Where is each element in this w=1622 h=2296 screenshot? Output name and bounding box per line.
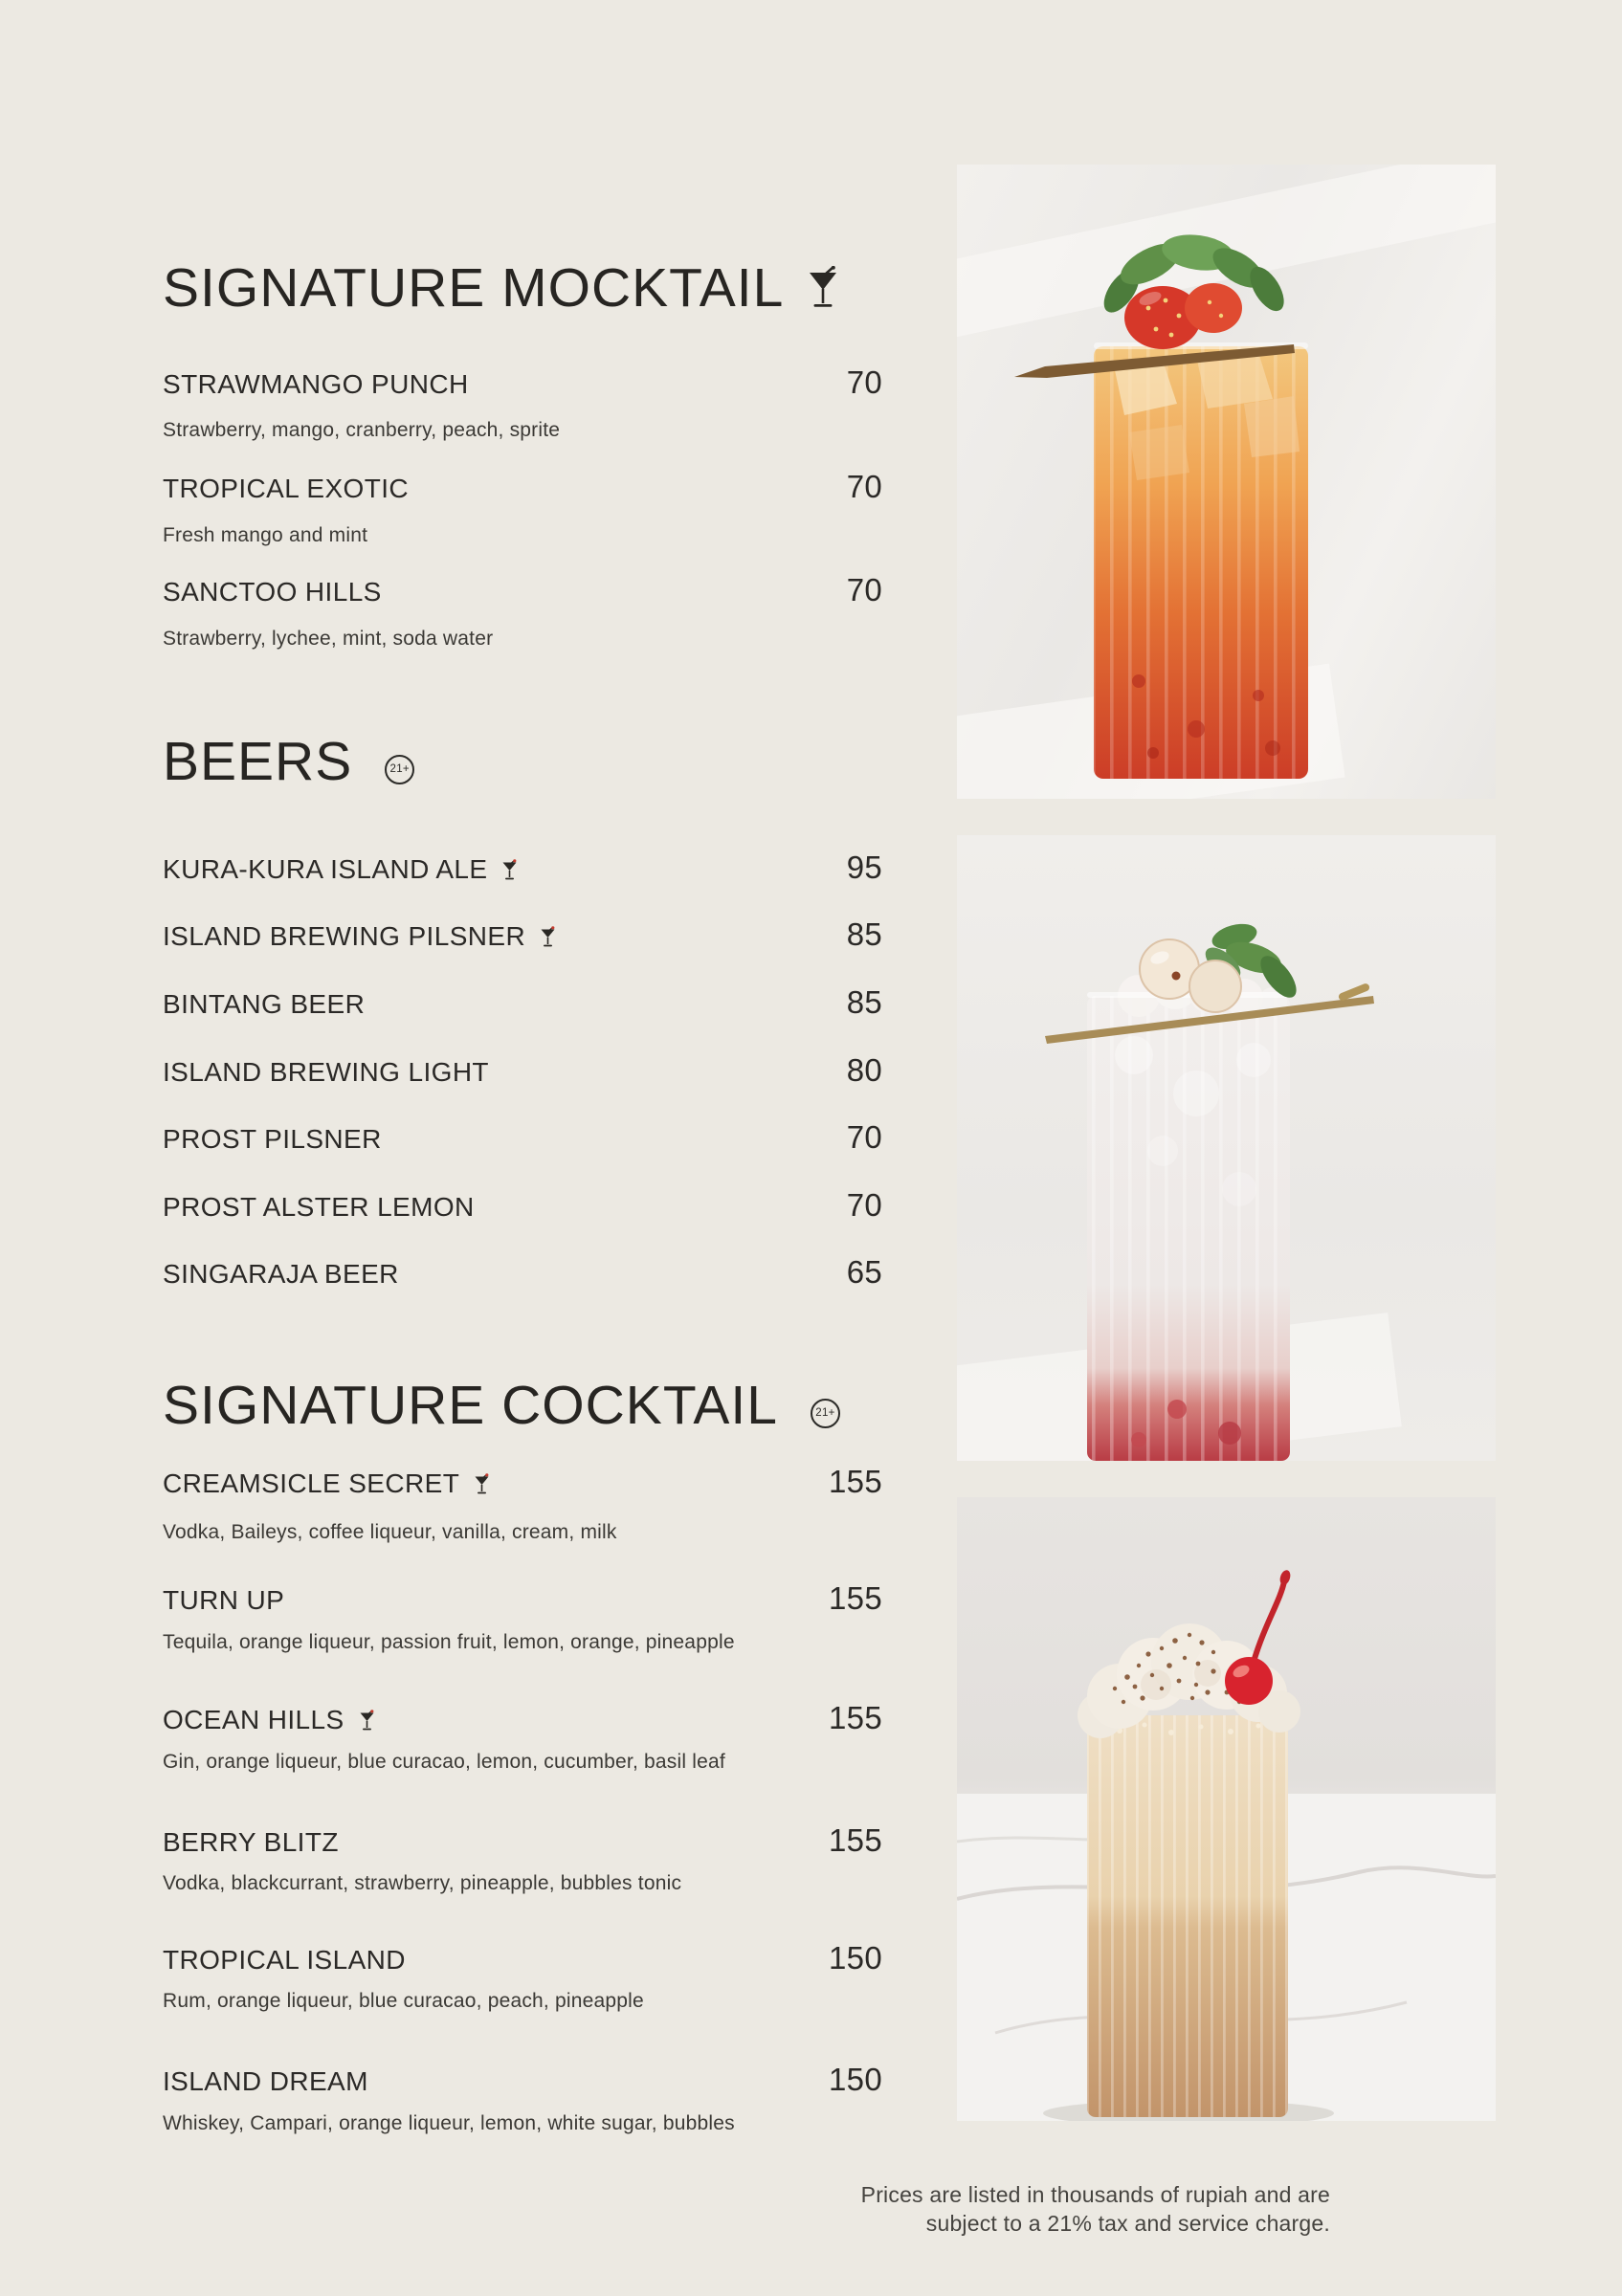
item-name: TURN UP [163, 1585, 285, 1615]
menu-item [163, 364, 882, 401]
section-title-cocktail [163, 1374, 890, 1437]
item-description: Strawberry, mango, cranberry, peach, sprite [163, 419, 561, 441]
menu-item [163, 1254, 882, 1291]
menu-item [163, 984, 882, 1021]
item-price: 95 [846, 850, 882, 885]
item-price: 80 [846, 1052, 882, 1088]
item-description: Strawberry, lychee, mint, soda water [163, 628, 494, 650]
item-name: SANCTOO HILLS [163, 577, 382, 607]
item-description: Vodka, Baileys, coffee liqueur, vanilla, cream, milk [163, 1521, 617, 1543]
age-21-badge-icon: 21+ [811, 1399, 840, 1428]
martini-marker-icon [541, 926, 555, 948]
section-title-beers [163, 730, 890, 793]
item-description: Fresh mango and mint [163, 524, 368, 546]
martini-marker-icon [502, 859, 517, 881]
item-description: Tequila, orange liqueur, passion fruit, lemon, orange, pineapple [163, 1631, 735, 1653]
item-description: Vodka, blackcurrant, strawberry, pineapple, bubbles tonic [163, 1872, 682, 1894]
section-title-text: SIGNATURE COCKTAIL [163, 1375, 778, 1436]
item-name: BERRY BLITZ [163, 1827, 339, 1857]
item-name: KURA-KURA ISLAND ALE [163, 854, 488, 884]
section-title-text: BEERS [163, 731, 353, 792]
item-name: PROST ALSTER LEMON [163, 1192, 475, 1222]
martini-marker-icon [360, 1710, 374, 1732]
menu-item [163, 916, 882, 953]
menu-item [163, 1940, 882, 1976]
item-name: TROPICAL EXOTIC [163, 474, 410, 503]
glass-cream [1087, 1715, 1288, 2117]
item-price: 155 [829, 1580, 882, 1616]
glass-lychee [1087, 963, 1290, 1461]
menu-item [163, 2062, 882, 2098]
item-price: 70 [846, 572, 882, 607]
lychee-drink-photo [957, 835, 1496, 1461]
pricing-disclaimer-line2: subject to a 21% tax and service charge. [925, 2211, 1330, 2236]
menu-item [163, 850, 882, 886]
menu-item [163, 469, 882, 505]
item-price: 155 [829, 1822, 882, 1858]
menu-item [163, 1187, 882, 1224]
item-price: 150 [829, 2062, 882, 2097]
section-title-mocktail [163, 256, 890, 320]
item-price: 155 [829, 1464, 882, 1499]
pricing-disclaimer-line1: Prices are listed in thousands of rupiah and are [860, 2182, 1330, 2207]
glass-strawmango [1094, 342, 1308, 779]
item-price: 85 [846, 984, 882, 1020]
menu-item [163, 1464, 882, 1500]
menu-item [163, 572, 882, 608]
item-name: OCEAN HILLS [163, 1705, 344, 1734]
strawmango-punch-photo [957, 165, 1496, 799]
menu-item [163, 1822, 882, 1859]
menu-item [163, 1580, 882, 1617]
item-price: 65 [846, 1254, 882, 1290]
martini-glass-icon [809, 266, 837, 310]
item-name: ISLAND BREWING LIGHT [163, 1057, 489, 1087]
age-21-badge-icon: 21+ [385, 755, 414, 784]
item-name: BINTANG BEER [163, 989, 366, 1019]
menu-item [163, 1119, 882, 1156]
item-price: 70 [846, 469, 882, 504]
item-name: SINGARAJA BEER [163, 1259, 399, 1289]
item-price: 155 [829, 1700, 882, 1735]
item-description: Rum, orange liqueur, blue curacao, peach, pineapple [163, 1990, 644, 2012]
item-price: 70 [846, 1187, 882, 1223]
section-title-text: SIGNATURE MOCKTAIL [163, 257, 785, 319]
item-description: Gin, orange liqueur, blue curacao, lemon, cucumber, basil leaf [163, 1751, 725, 1773]
menu-item [163, 1700, 882, 1736]
item-name: ISLAND DREAM [163, 2066, 368, 2096]
item-price: 70 [846, 364, 882, 400]
item-description: Whiskey, Campari, orange liqueur, lemon, white sugar, bubbles [163, 2112, 735, 2134]
item-name: CREAMSICLE SECRET [163, 1468, 460, 1498]
item-price: 150 [829, 1940, 882, 1976]
pricing-disclaimer [737, 2180, 1330, 2238]
cream-cocktail-photo [957, 1497, 1496, 2121]
item-name: TROPICAL ISLAND [163, 1945, 406, 1975]
item-price: 85 [846, 916, 882, 952]
menu-item [163, 1052, 882, 1089]
item-name: STRAWMANGO PUNCH [163, 369, 469, 399]
item-name: PROST PILSNER [163, 1124, 382, 1154]
martini-marker-icon [475, 1473, 489, 1495]
item-name: ISLAND BREWING PILSNER [163, 921, 526, 951]
item-price: 70 [846, 1119, 882, 1155]
whipped-cream-cherry [1078, 1569, 1300, 1738]
